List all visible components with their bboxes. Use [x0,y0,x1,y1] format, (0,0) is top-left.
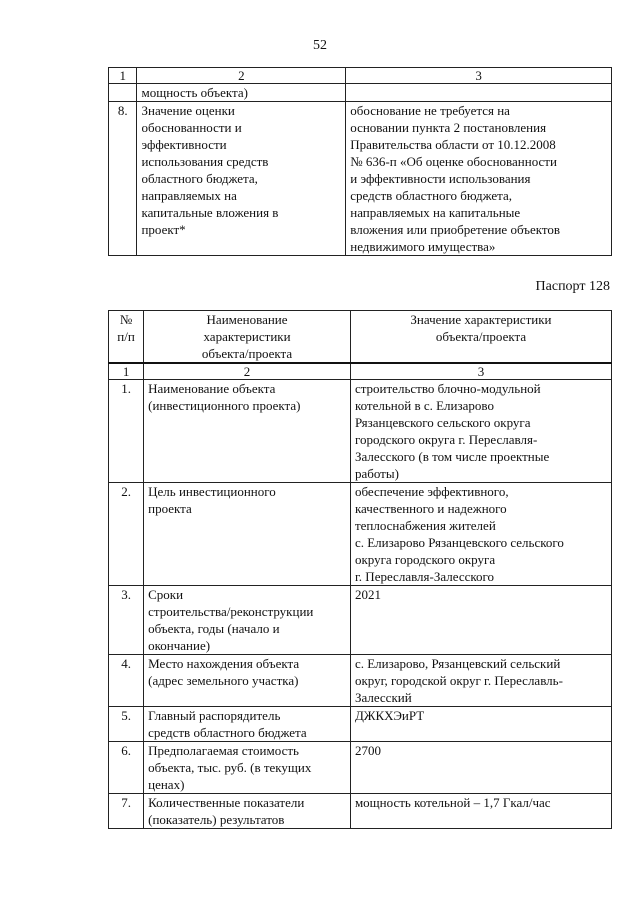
row-number [109,84,137,102]
row-number: 6. [109,742,144,794]
row-number: 2. [109,483,144,586]
table-row [109,794,612,829]
column-number: 1 [109,363,144,380]
row-name: Значение оценки обоснованности и эффективности использования средств областного бюджета, направляемых на капитальные вложения в проект* [137,102,346,256]
column-number-row [109,68,612,84]
header-num: № п/п [109,311,144,364]
passport-title: Паспорт 128 [535,279,610,294]
column-number: 2 [144,363,351,380]
header-name: Наименование характеристики объекта/проекта [144,311,351,364]
row-value: с. Елизарово, Рязанцевский сельский округ, городской округ г. Переславль- Залесский [350,655,611,707]
row-value: строительство блочно-модульной котельной в с. Елизарово Рязанцевского сельского округа городского округа г. Переславля- Залесского (в том числе проектные работы) [350,380,611,483]
passport-table [108,310,612,829]
column-number: 3 [346,68,612,84]
table-row [109,483,612,586]
row-number: 7. [109,794,144,829]
table-row [109,586,612,655]
row-name: мощность объекта) [137,84,346,102]
column-number: 1 [109,68,137,84]
column-number-row [109,363,612,380]
column-number: 2 [137,68,346,84]
row-number: 4. [109,655,144,707]
row-name: Количественные показатели (показатель) результатов [144,794,351,829]
table-row [109,380,612,483]
row-value: мощность котельной – 1,7 Гкал/час [350,794,611,829]
row-name: Главный распорядитель средств областного бюджета [144,707,351,742]
row-number: 1. [109,380,144,483]
row-name: Предполагаемая стоимость объекта, тыс. руб. (в текущих ценах) [144,742,351,794]
row-name: Место нахождения объекта (адрес земельного участка) [144,655,351,707]
row-value: 2021 [350,586,611,655]
column-number: 3 [350,363,611,380]
table-row [109,707,612,742]
table-row [109,655,612,707]
row-value [346,84,612,102]
row-name: Наименование объекта (инвестиционного проекта) [144,380,351,483]
header-value: Значение характеристики объекта/проекта [350,311,611,364]
row-number: 5. [109,707,144,742]
table-row [109,102,612,256]
row-value: 2700 [350,742,611,794]
table-row [109,84,612,102]
row-value: обеспечение эффективного, качественного и надежного теплоснабжения жителей с. Елизарово Рязанцевского сельского округа городского округа г. Переславля-Залесского [350,483,611,586]
table-row [109,742,612,794]
row-value: ДЖКХЭиРТ [350,707,611,742]
row-number: 8. [109,102,137,256]
row-name: Сроки строительства/реконструкции объекта, годы (начало и окончание) [144,586,351,655]
row-value: обоснование не требуется на основании пункта 2 постановления Правительства области от 10.12.2008 № 636-п «Об оценке обоснованности и эффективности использования средств областного бюджета, направляемых на капитальные вложения или приобретение объектов недвижимого имущества» [346,102,612,256]
page-number: 52 [313,38,327,53]
row-number: 3. [109,586,144,655]
header-row [109,311,612,364]
row-name: Цель инвестиционного проекта [144,483,351,586]
continuation-table [108,67,612,256]
